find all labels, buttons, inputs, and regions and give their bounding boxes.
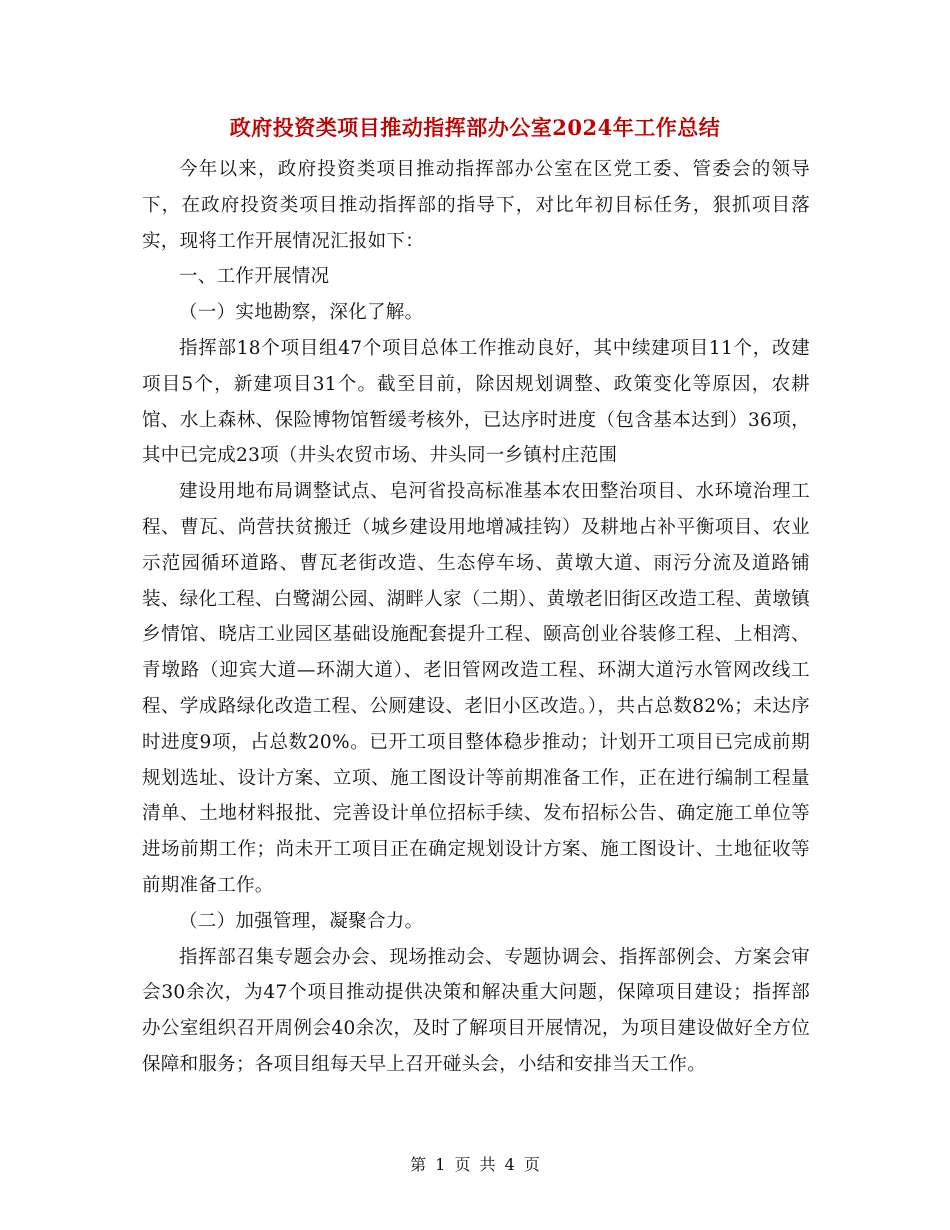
document-title: 政府投资类项目推动指挥部办公室2024年工作总结 <box>229 115 721 140</box>
paragraph-intro: 今年以来，政府投资类项目推动指挥部办公室在区党工委、管委会的领导下，在政府投资类项目推动指挥部的指导下，对比年初目标任务，狠抓项目落实，现将工作开展情况汇报如下： <box>142 159 810 252</box>
document-body <box>142 152 810 1083</box>
subsection-heading-2: （二）加强管理，凝聚合力。 <box>179 910 424 932</box>
page-footer: 第 1 页 共 4 页 <box>410 1155 540 1174</box>
paragraph-management: 指挥部召集专题会办会、现场推动会、专题协调会、指挥部例会、方案会审会30余次，为47个项目推动提供决策和解决重大问题，保障项目建设；指挥部办公室组织召开周例会40余次，及时了解项目开展情况，为项目建设做好全方位保障和服务；各项目组每天早上召开碰头会，小结和安排当天工作。 <box>142 946 810 1075</box>
paragraph-completed-projects: 建设用地布局调整试点、皂河省投高标准基本农田整治项目、水环境治理工程、曹瓦、尚营扶贫搬迁（城乡建设用地增减挂钩）及耕地占补平衡项目、农业示范园循环道路、曹瓦老街改造、生态停车场、黄墩大道、雨污分流及道路铺装、绿化工程、白鹭湖公园、湖畔人家（二期）、黄墩老旧街区改造工程、黄墩镇乡情馆、晓店工业园区基础设施配套提升工程、颐高创业谷装修工程、上相湾、青墩路（迎宾大道—环湖大道）、老旧管网改造工程、环湖大道污水管网改线工程、学成路绿化改造工程、公厕建设、老旧小区改造。），共占总数82%；未达序时进度9项，占总数20%。已开工项目整体稳步推动；计划开工项目已完成前期规划选址、设计方案、立项、施工图设计等前期准备工作，正在进行编制工程量清单、土地材料报批、完善设计单位招标手续、发布招标公告、确定施工单位等进场前期工作；尚未开工项目正在确定规划设计方案、施工图设计、土地征收等前期准备工作。 <box>142 481 810 896</box>
paragraph-progress: 指挥部18个项目组47个项目总体工作推动良好，其中续建项目11个，改建项目5个，新建项目31个。截至目前，除因规划调整、政策变化等原因，农耕馆、水上森林、保险博物馆暂缓考核外，已达序时进度（包含基本达到）36项，其中已完成23项（井头农贸市场、井头同一乡镇村庄范围 <box>142 337 810 467</box>
subsection-heading-1: （一）实地勘察，深化了解。 <box>179 302 424 324</box>
section-heading-1: 一、工作开展情况 <box>179 266 330 288</box>
